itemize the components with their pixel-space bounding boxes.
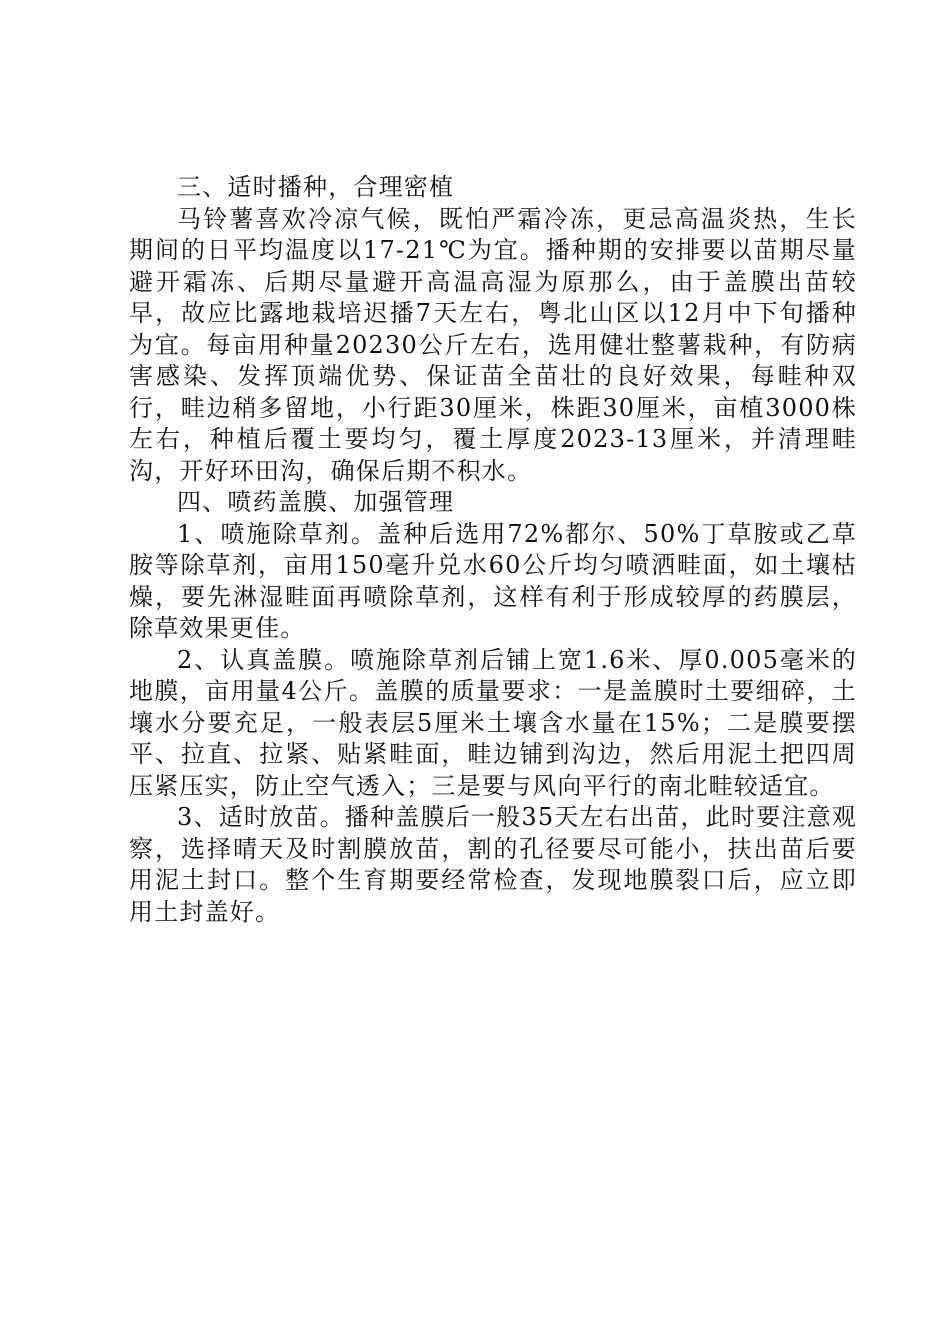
document-body [129,172,857,928]
section-3-paragraph: 马铃薯喜欢冷凉气候，既怕严霜冷冻，更忌高温炎热，生长期间的日平均温度以17-21℃为宜。播种期的安排要以苗期尽量避开霜冻、后期尽量避开高温高湿为原那么，由于盖膜出苗较早，故应比露地栽培迟播7天左右，粤北山区以12月中下旬播种为宜。每亩用种量20230公斤左右，选用健壮整薯栽种，有防病害感染、发挥顶端优势、保证苗全苗壮的良好效果，每畦种双行，畦边稍多留地，小行距30厘米，株距30厘米，亩植3000株左右，种植后覆土要均匀，覆土厚度2023-13厘米，并清理畦沟，开好环田沟，确保后期不积水。 [129,204,857,485]
section-4-heading: 四、喷药盖膜、加强管理 [177,488,455,516]
item-2-paragraph: 2、认真盖膜。喷施除草剂后铺上宽1.6米、厚0.005毫米的地膜，亩用量4公斤。盖膜的质量要求：一是盖膜时土要细碎，土壤水分要充足，一般表层5厘米土壤含水量在15%；二是膜要摆平、拉直、拉紧、贴紧畦面，畦边铺到沟边，然后用泥土把四周压紧压实，防止空气透入；三是要与风向平行的南北畦较适宜。 [129,645,857,800]
section-3-heading: 三、适时播种，合理密植 [177,173,455,201]
item-3-paragraph: 3、适时放苗。播种盖膜后一般35天左右出苗，此时要注意观察，选择晴天及时割膜放苗，割的孔径要尽可能小，扶出苗后要用泥土封口。整个生育期要经常检查，发现地膜裂口后，应立即用土封盖好。 [129,803,857,926]
item-1-paragraph: 1、喷施除草剂。盖种后选用72%都尔、50%丁草胺或乙草胺等除草剂，亩用150毫升兑水60公斤均匀喷洒畦面，如土壤枯燥，要先淋湿畦面再喷除草剂，这样有利于形成较厚的药膜层，除草效果更佳。 [129,519,857,642]
